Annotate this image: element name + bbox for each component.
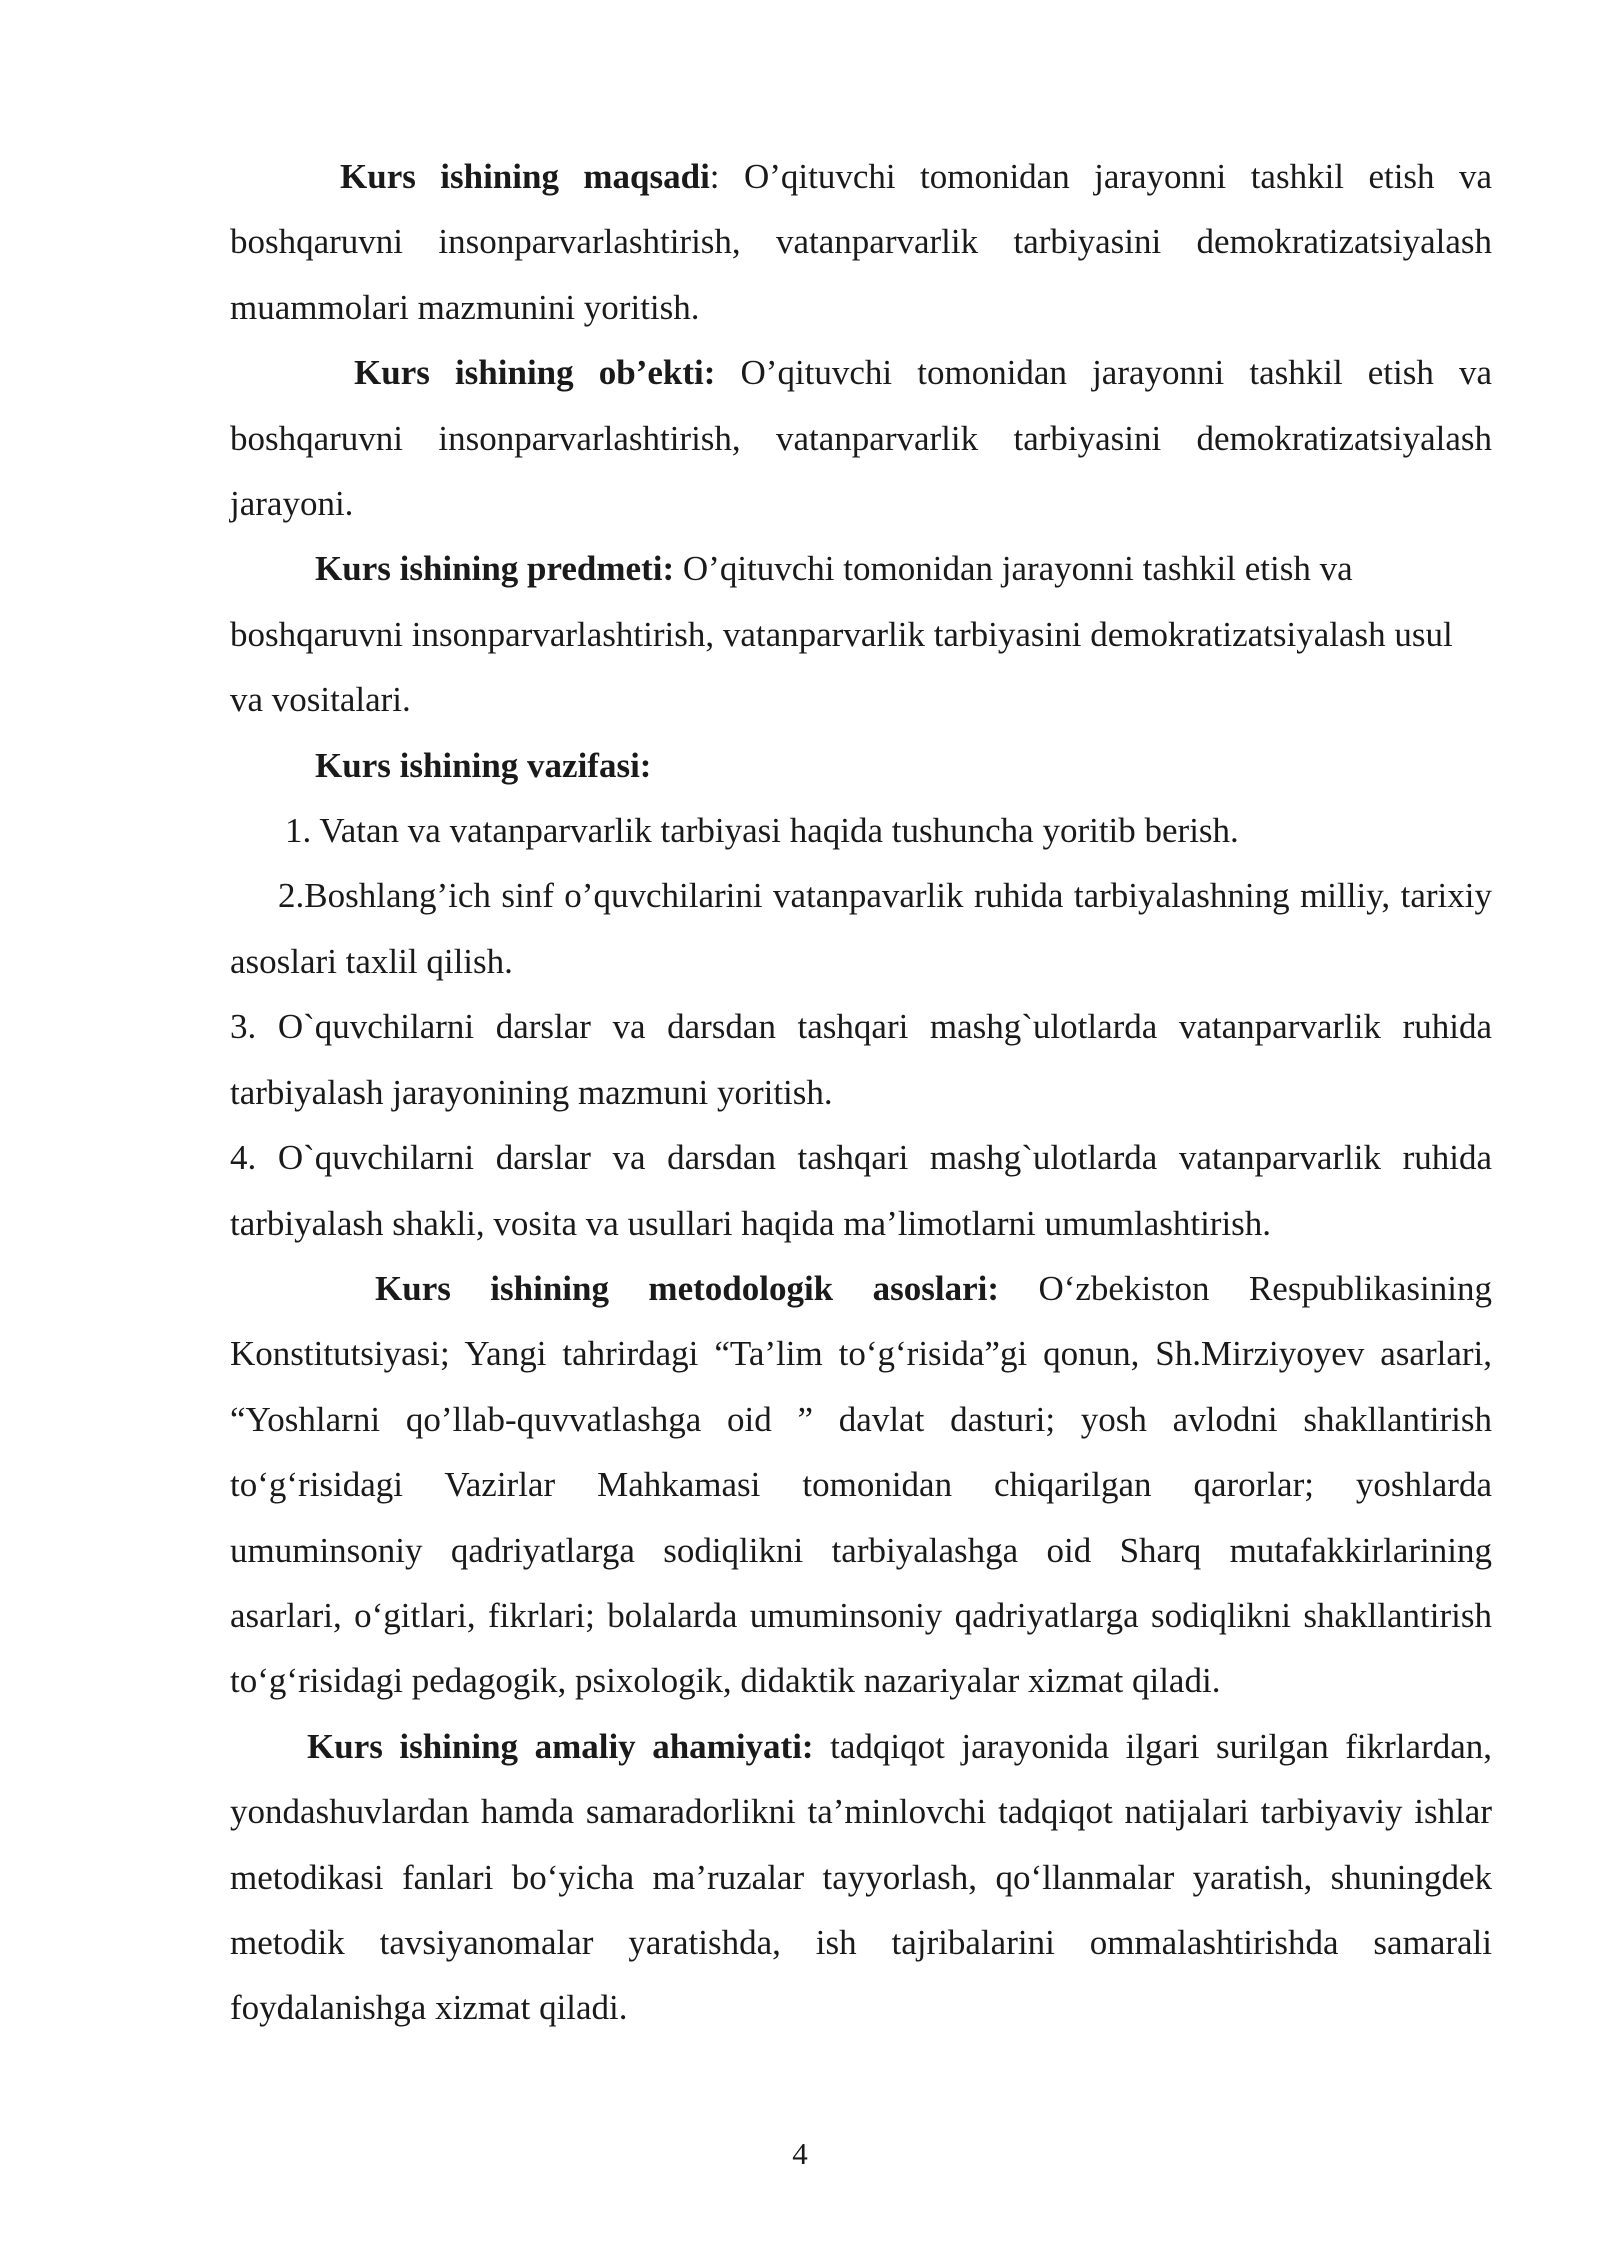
page-number: 4	[792, 2136, 808, 2171]
aim-separator: :	[709, 157, 744, 196]
task-text: 4. O`quvchilarni darslar va darsdan tashqari mashg`ulotlarda vatanparvarlik ruhida tarbiyalash shakli, vosita va usullari haqida ma’limotlarni umumlashtirish.	[230, 1138, 1492, 1243]
subject-body: O’qituvchi tomonidan jarayonni tashkil etish va boshqaruvni insonparvarlashtirish, vatanparvarlik tarbiyasini demokratizatsiyalash usul va vositalari.	[230, 549, 1453, 720]
practical-heading: Kurs ishining amaliy ahamiyati:	[307, 1726, 814, 1766]
task-text: 1. Vatan va vatanparvarlik tarbiyasi haqida tushuncha yoritib berish.	[285, 811, 1239, 851]
subject-heading: Kurs ishining predmeti:	[315, 549, 675, 589]
task-text: 2.Boshlang’ich sinf o’quvchilarini vatanpavarlik ruhida tarbiyalashning milliy, tarixiy asoslari taxlil qilish.	[230, 876, 1492, 981]
paragraph-object	[230, 340, 1492, 536]
practical-body: tadqiqot jarayonida ilgari surilgan fikrlardan, yondashuvlardan hamda samaradorlikni ta’minlovchi tadqiqot natijalari tarbiyaviy ishlar metodikasi fanlari bo‘yicha ma’ruzalar tayyorlash, qo‘llanmalar yaratish, shuningdek metodik tavsiyanomalar yaratishda, ish tajribalarini ommalashtirishda samarali foydalanishga xizmat qiladi.	[230, 1726, 1492, 2028]
paragraph-practical	[230, 1714, 1492, 2041]
task-text: 3. O`quvchilarni darslar va darsdan tashqari mashg`ulotlarda vatanparvarlik ruhida tarbiyalash jarayonining mazmuni yoritish.	[230, 1007, 1492, 1112]
task-item-2	[230, 863, 1492, 994]
methodology-heading: Kurs ishining metodologik asoslari:	[375, 1268, 999, 1308]
task-item-3	[230, 994, 1492, 1125]
paragraph-subject	[230, 536, 1492, 732]
object-separator	[715, 353, 740, 392]
task-item-4	[230, 1125, 1492, 1256]
task-item-1	[230, 798, 1492, 863]
methodology-body: O‘zbekiston Respublikasining Konstitutsiyasi; Yangi tahrirdagi “Ta’lim to‘g‘risida”gi qonun, Sh.Mirziyoyev asarlari, “Yoshlarni qo’llab-quvvatlashga oid ” davlat dasturi; yosh avlodni shakllantirish to‘g‘risidagi Vazirlar Mahkamasi tomonidan chiqarilgan qarorlar; yoshlarda umuminsoniy qadriyatlarga sodiqlikni tarbiyalashga oid Sharq mutafakkirlarining asarlari, o‘gitlari, fikrlari; bolalarda umuminsoniy qadriyatlarga sodiqlikni shakllantirish to‘g‘risidagi pedagogik, psixologik, didaktik nazariyalar xizmat qiladi.	[230, 1268, 1493, 1701]
object-body: O’qituvchi tomonidan jarayonni tashkil etish va boshqaruvni insonparvarlashtirish, vatanparvarlik tarbiyasini demokratizatsiyalash jarayoni.	[230, 353, 1493, 524]
paragraph-aim	[230, 144, 1492, 340]
tasks-heading: Kurs ishining vazifasi:	[315, 745, 652, 785]
aim-heading: Kurs ishining maqsadi	[340, 157, 710, 196]
paragraph-tasks-heading	[230, 733, 1492, 798]
paragraph-methodology	[230, 1256, 1492, 1714]
subject-separator	[674, 549, 683, 588]
page-content	[230, 144, 1492, 2041]
aim-body: O’qituvchi tomonidan jarayonni tashkil etish va boshqaruvni insonparvarlashtirish, vatanparvarlik tarbiyasini demokratizatsiyalash muammolari mazmunini yoritish.	[230, 157, 1492, 327]
object-heading: Kurs ishining ob’ekti:	[354, 353, 716, 393]
